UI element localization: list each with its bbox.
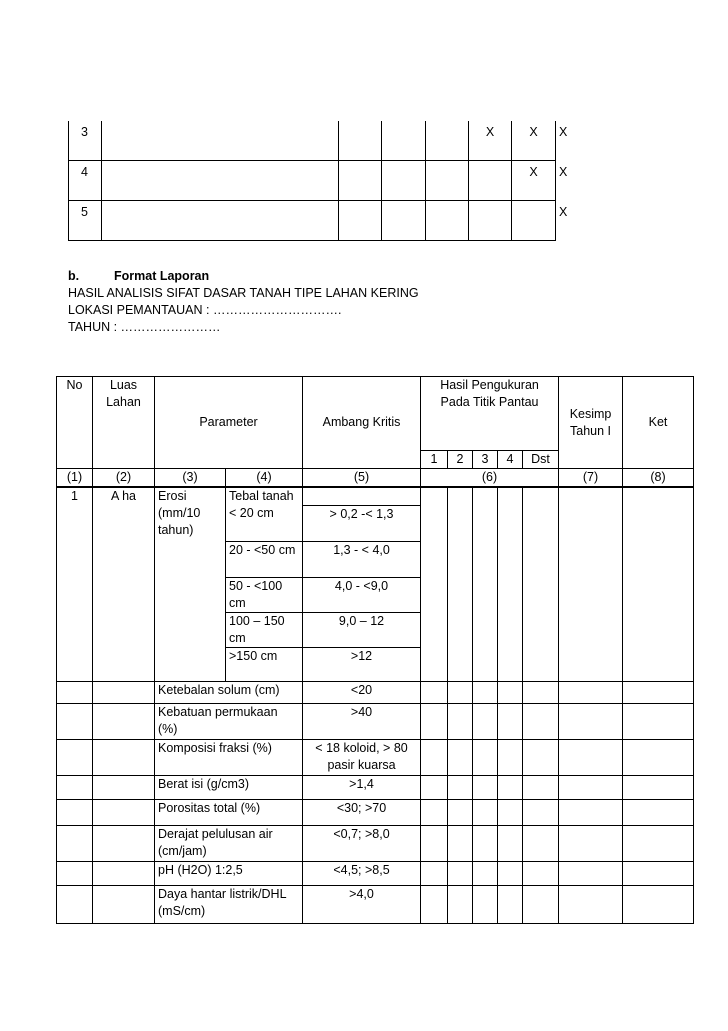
erosi-sub: < 20 cm bbox=[226, 505, 303, 541]
parameter-name: Kebatuan permukaan (%) bbox=[155, 703, 303, 739]
mark-cell bbox=[382, 121, 426, 161]
top-table-body bbox=[69, 121, 568, 241]
tahun-line: TAHUN : …………………… bbox=[68, 320, 221, 334]
titik-header: 3 bbox=[473, 451, 498, 469]
section-title: Format Laporan bbox=[114, 269, 210, 283]
format-laporan-section bbox=[68, 268, 419, 336]
measure-cell bbox=[421, 799, 448, 825]
row-number bbox=[57, 861, 93, 885]
luas-value bbox=[93, 861, 155, 885]
ket-cell bbox=[623, 825, 694, 861]
kesimpulan-cell bbox=[559, 885, 623, 923]
table-row bbox=[57, 885, 694, 923]
measure-cell bbox=[448, 775, 473, 799]
luas-value bbox=[93, 885, 155, 923]
header-ambang-kritis: Ambang Kritis bbox=[303, 377, 421, 469]
measure-cell bbox=[498, 703, 523, 739]
ket-cell bbox=[623, 681, 694, 703]
section-heading bbox=[68, 268, 419, 285]
measure-cell bbox=[498, 885, 523, 923]
table-row bbox=[57, 681, 694, 703]
kesimpulan-cell bbox=[559, 703, 623, 739]
mark-cell bbox=[339, 121, 382, 161]
table-row bbox=[57, 739, 694, 775]
measure-cell bbox=[523, 825, 559, 861]
measure-cell bbox=[421, 703, 448, 739]
measure-cell bbox=[448, 861, 473, 885]
kesimpulan-cell bbox=[559, 861, 623, 885]
measure-cell bbox=[523, 799, 559, 825]
table-row: 3 X X X bbox=[69, 121, 556, 161]
titik-header: 2 bbox=[448, 451, 473, 469]
col-number: (8) bbox=[623, 469, 694, 488]
table-row bbox=[57, 825, 694, 861]
measure-cell bbox=[523, 487, 559, 681]
ambang-value: 4,0 - <9,0 bbox=[303, 577, 421, 612]
ket-cell bbox=[623, 487, 694, 681]
measure-cell bbox=[421, 739, 448, 775]
ambang-value: < 18 koloid, > 80 pasir kuarsa bbox=[303, 739, 421, 775]
mark-cell bbox=[426, 201, 469, 241]
measure-cell bbox=[498, 681, 523, 703]
ket-cell bbox=[623, 703, 694, 739]
row-number bbox=[57, 681, 93, 703]
measure-cell bbox=[498, 487, 523, 681]
measure-cell bbox=[473, 739, 498, 775]
col-number: (4) bbox=[226, 469, 303, 488]
sub-header: Tebal tanah bbox=[226, 487, 303, 505]
measure-cell bbox=[448, 825, 473, 861]
parameter-name: Komposisi fraksi (%) bbox=[155, 739, 303, 775]
header-parameter: Parameter bbox=[155, 377, 303, 469]
mark-cell: X bbox=[469, 121, 512, 161]
titik-header: Dst bbox=[523, 451, 559, 469]
luas-value bbox=[93, 739, 155, 775]
section-label: b. bbox=[68, 269, 80, 283]
mark-cell bbox=[339, 161, 382, 201]
header-kesimpulan: Kesimp Tahun I bbox=[559, 377, 623, 469]
mark-cell bbox=[469, 161, 512, 201]
header-ket: Ket bbox=[623, 377, 694, 469]
parameter-name: Porositas total (%) bbox=[155, 799, 303, 825]
measure-cell bbox=[523, 885, 559, 923]
header-luas-lahan: Luas Lahan bbox=[93, 377, 155, 469]
measure-cell bbox=[523, 703, 559, 739]
row-number bbox=[57, 739, 93, 775]
luas-value bbox=[93, 681, 155, 703]
measure-cell bbox=[448, 885, 473, 923]
mark-cell: X bbox=[512, 161, 556, 201]
measure-cell bbox=[448, 681, 473, 703]
measure-cell bbox=[473, 681, 498, 703]
mark-cell: X bbox=[512, 121, 556, 161]
measure-cell bbox=[421, 825, 448, 861]
measure-cell bbox=[523, 739, 559, 775]
measure-cell bbox=[473, 775, 498, 799]
mark-cell bbox=[469, 201, 512, 241]
measure-cell bbox=[448, 739, 473, 775]
measure-cell bbox=[473, 799, 498, 825]
parameter-name: Ketebalan solum (cm) bbox=[155, 681, 303, 703]
header-hasil-pengukuran: Hasil Pengukuran Pada Titik Pantau bbox=[421, 377, 559, 451]
parameter-name: Berat isi (g/cm3) bbox=[155, 775, 303, 799]
parameter-name: Erosi (mm/10 tahun) bbox=[155, 487, 226, 681]
table-cell bbox=[102, 201, 339, 241]
measure-cell bbox=[523, 775, 559, 799]
measure-cell bbox=[498, 799, 523, 825]
kesimpulan-cell bbox=[559, 739, 623, 775]
table-row bbox=[57, 487, 694, 505]
ambang-value: >1,4 bbox=[303, 775, 421, 799]
luas-value bbox=[93, 703, 155, 739]
kesimpulan-cell bbox=[559, 681, 623, 703]
table-row: 5 X bbox=[69, 201, 556, 241]
erosi-sub: 20 - <50 cm bbox=[226, 541, 303, 577]
measure-cell bbox=[448, 487, 473, 681]
row-number: 3 bbox=[69, 121, 102, 161]
kesimpulan-cell bbox=[559, 775, 623, 799]
kesimpulan-cell bbox=[559, 487, 623, 681]
table-cell bbox=[102, 161, 339, 201]
luas-value bbox=[93, 775, 155, 799]
measure-cell bbox=[421, 885, 448, 923]
top-table bbox=[68, 121, 568, 241]
col-number: (3) bbox=[155, 469, 226, 488]
erosi-sub: >150 cm bbox=[226, 647, 303, 681]
parameter-name: Derajat pelulusan air (cm/jam) bbox=[155, 825, 303, 861]
report-title: HASIL ANALISIS SIFAT DASAR TANAH TIPE LAHAN KERING bbox=[68, 286, 419, 300]
ambang-value: <20 bbox=[303, 681, 421, 703]
main-table bbox=[56, 376, 694, 924]
measure-cell bbox=[473, 885, 498, 923]
erosi-sub: 50 - <100 cm bbox=[226, 577, 303, 612]
col-number: (6) bbox=[421, 469, 559, 488]
measure-cell bbox=[523, 681, 559, 703]
ambang-cell bbox=[303, 487, 421, 505]
ambang-value: >12 bbox=[303, 647, 421, 681]
mark-cell bbox=[382, 201, 426, 241]
col-number: (7) bbox=[559, 469, 623, 488]
measure-cell bbox=[448, 799, 473, 825]
header-no: No bbox=[57, 377, 93, 469]
measure-cell bbox=[498, 775, 523, 799]
ket-cell bbox=[623, 775, 694, 799]
mark-cell bbox=[339, 201, 382, 241]
row-number: 4 bbox=[69, 161, 102, 201]
row-number: 1 bbox=[57, 487, 93, 681]
ambang-value: <0,7; >8,0 bbox=[303, 825, 421, 861]
parameter-name: pH (H2O) 1:2,5 bbox=[155, 861, 303, 885]
titik-header: 1 bbox=[421, 451, 448, 469]
measure-cell bbox=[523, 861, 559, 885]
row-number: 5 bbox=[69, 201, 102, 241]
mark-cell bbox=[426, 121, 469, 161]
ket-cell bbox=[623, 799, 694, 825]
ket-cell bbox=[623, 885, 694, 923]
table-row bbox=[57, 703, 694, 739]
col-number: (5) bbox=[303, 469, 421, 488]
col-number: (2) bbox=[93, 469, 155, 488]
measure-cell bbox=[421, 681, 448, 703]
measure-cell bbox=[498, 825, 523, 861]
lokasi-line: LOKASI PEMANTAUAN : …………………………. bbox=[68, 303, 342, 317]
measure-cell bbox=[421, 775, 448, 799]
main-table-body bbox=[57, 487, 694, 923]
row-number bbox=[57, 799, 93, 825]
measure-cell bbox=[473, 825, 498, 861]
luas-value: A ha bbox=[93, 487, 155, 681]
measure-cell bbox=[498, 861, 523, 885]
kesimpulan-cell bbox=[559, 799, 623, 825]
row-number bbox=[57, 825, 93, 861]
row-number bbox=[57, 885, 93, 923]
ambang-value: 9,0 – 12 bbox=[303, 612, 421, 647]
ket-cell bbox=[623, 739, 694, 775]
ambang-value: <4,5; >8,5 bbox=[303, 861, 421, 885]
row-number bbox=[57, 703, 93, 739]
luas-value bbox=[93, 799, 155, 825]
measure-cell bbox=[498, 739, 523, 775]
table-row bbox=[57, 861, 694, 885]
measure-cell bbox=[473, 861, 498, 885]
luas-value bbox=[93, 825, 155, 861]
col-number: (1) bbox=[57, 469, 93, 488]
measure-cell bbox=[473, 703, 498, 739]
ambang-value: <30; >70 bbox=[303, 799, 421, 825]
row-number bbox=[57, 775, 93, 799]
ambang-value: >40 bbox=[303, 703, 421, 739]
table-cell bbox=[102, 121, 339, 161]
mark-cell bbox=[512, 201, 556, 241]
ambang-value: >4,0 bbox=[303, 885, 421, 923]
measure-cell bbox=[421, 487, 448, 681]
measure-cell bbox=[473, 487, 498, 681]
column-number-row bbox=[57, 469, 694, 488]
titik-header: 4 bbox=[498, 451, 523, 469]
kesimpulan-cell bbox=[559, 825, 623, 861]
ambang-value: > 0,2 -< 1,3 bbox=[303, 505, 421, 541]
parameter-name: Daya hantar listrik/DHL (mS/cm) bbox=[155, 885, 303, 923]
mark-cell bbox=[426, 161, 469, 201]
table-row bbox=[57, 775, 694, 799]
measure-cell bbox=[448, 703, 473, 739]
table-row bbox=[57, 799, 694, 825]
table-row: 4 X X bbox=[69, 161, 556, 201]
ket-cell bbox=[623, 861, 694, 885]
ambang-value: 1,3 - < 4,0 bbox=[303, 541, 421, 577]
measure-cell bbox=[421, 861, 448, 885]
mark-cell bbox=[382, 161, 426, 201]
erosi-sub: 100 – 150 cm bbox=[226, 612, 303, 647]
